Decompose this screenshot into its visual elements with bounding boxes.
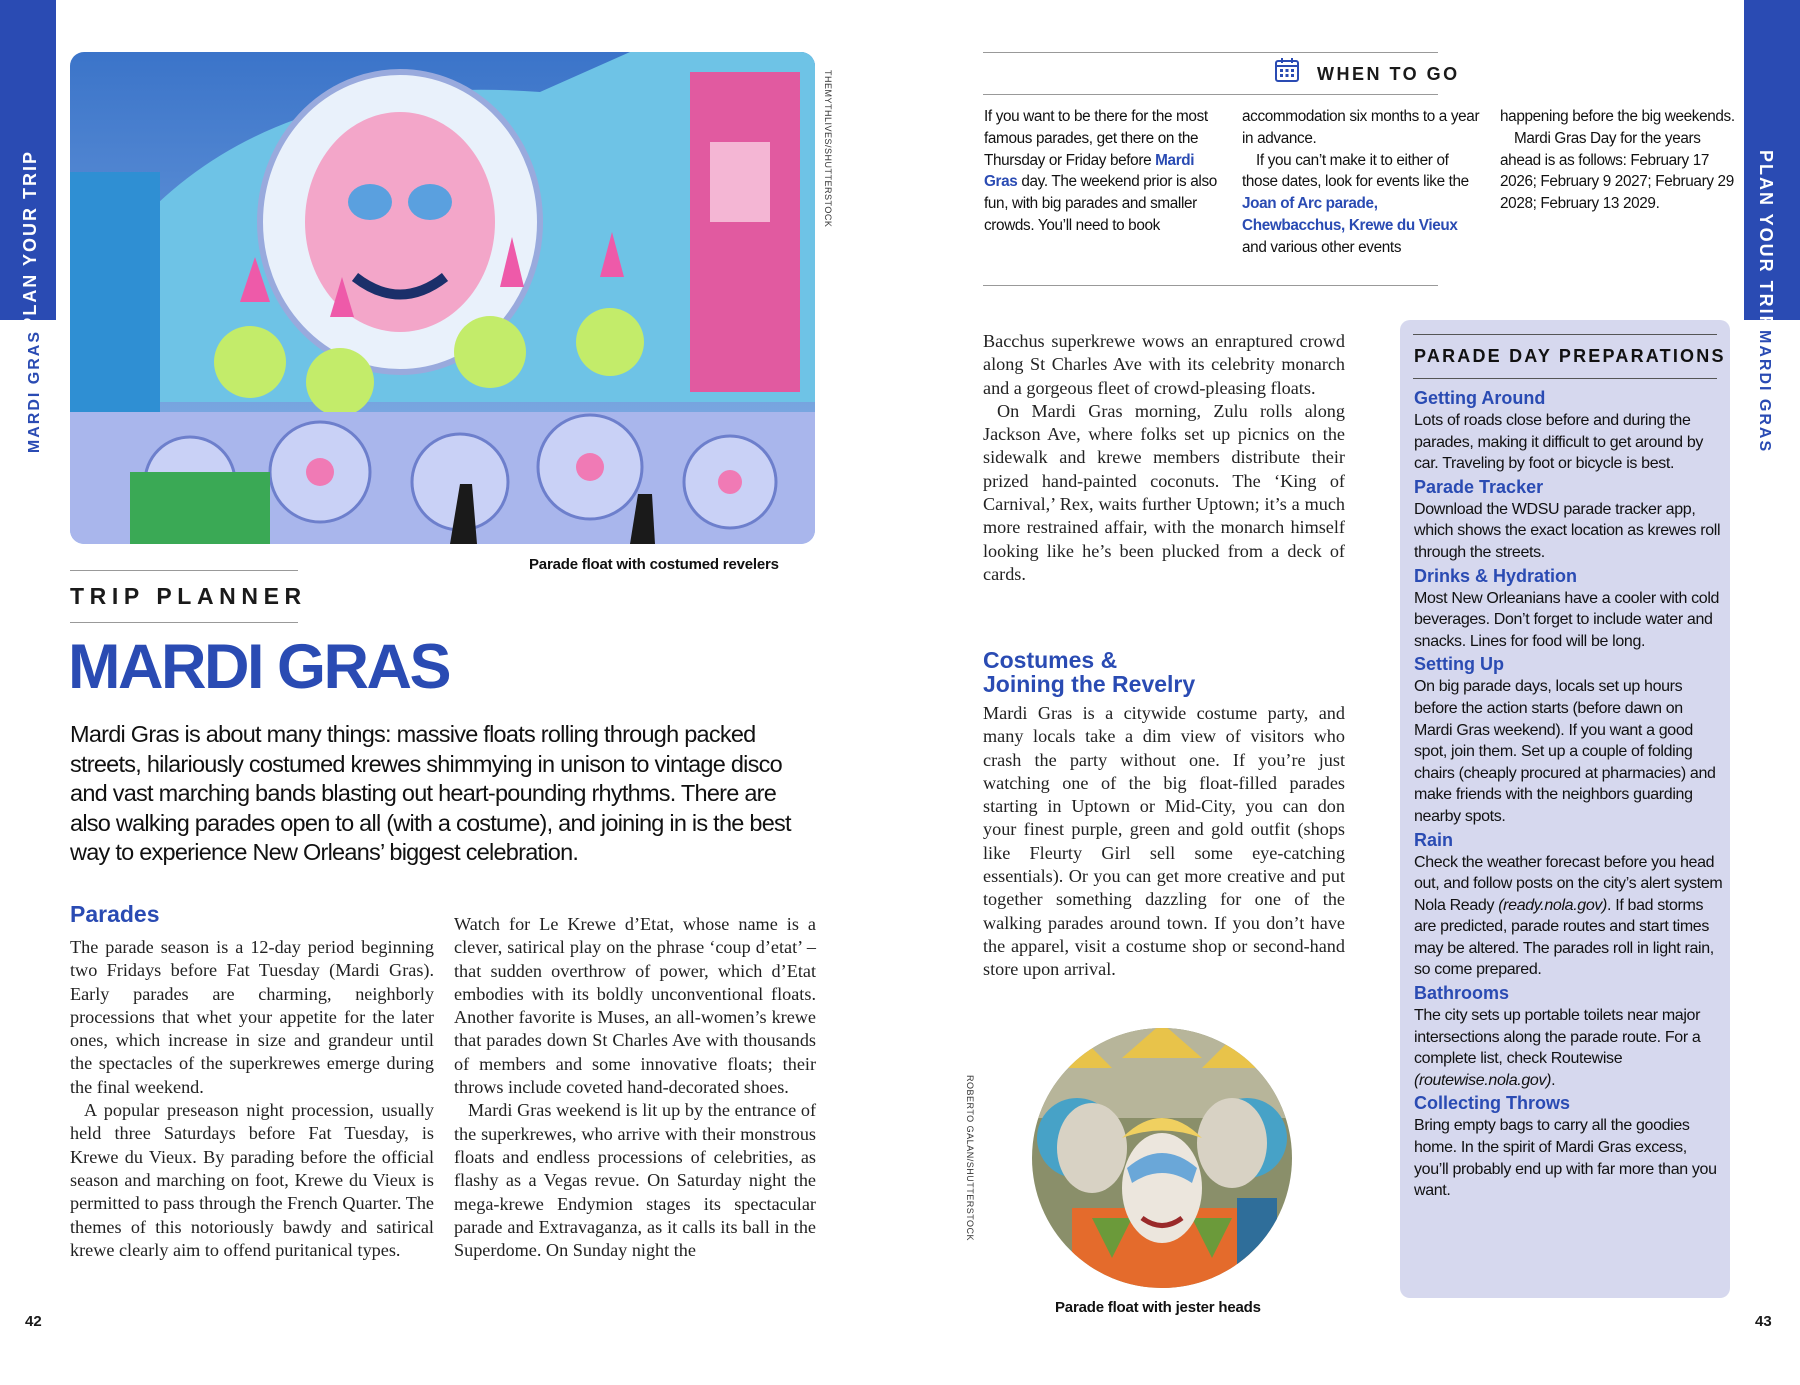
parade-float-photo [70,52,815,544]
sidebar-heading: PARADE DAY PREPARATIONS [1414,346,1726,366]
right-tab-mardi-gras: MARDI GRAS [1756,330,1773,454]
when-text: day. The weekend prior is also fun, with big parades and smaller crowds. You’ll need to book [984,173,1217,234]
sidebar-text: . [1551,1071,1556,1089]
sidebar-heading-collecting-throws: Collecting Throws [1414,1093,1571,1114]
col3-paragraph-3: Mardi Gras is a citywide costume party, and many locals take a dim view of visitors who crash the party without one. If you’re just watching one of the big float-filled parades starting in Uptown or Mid-City, you can don your finest purple, green and gold outfit (shops like Fleurty Girl sell some eye-catching essentials). Or you can get more creative and put together something dazzling for one of the walking parades around town. If you don’t have the apparel, visit a costume shop or second-hand store upon arrival. [983,703,1345,980]
left-tab-plan-your-trip: PLAN YOUR TRIP [20,150,40,330]
sidebar-text: . If bad storms are predicted, parade routes and start times may be altered. The parades roll in light rain, so come prepared. [1414,896,1714,979]
when-text: happening before the big weekends. [1500,108,1735,125]
sidebar-text: Check the weather forecast before you head out, and follow posts on the city’s alert system Nola Ready [1414,853,1723,914]
right-tab-plan-your-trip: PLAN YOUR TRIP [1756,150,1776,330]
sidebar-heading-getting-around: Getting Around [1414,388,1546,408]
col2-paragraph-2: Mardi Gras weekend is lit up by the entrance of the superkrewes, who arrive with their monstrous floats and endless processions of celebrities, as flashy as a Vegas revue. On Saturday night the mega-krewe Endymion stages its spectacular parade and Extravaganza, as it calls its ball in the Superdome. On Sunday night the [454,1100,816,1261]
when-text: accommodation six months to a year in advance. [1242,108,1480,147]
sidebar-text-setting-up: On big parade days, locals set up hours before the action starts (before dawn on Mardi Gras weekend). If you want a good spot, join them. Set up a couple of folding chairs (cheaply procured at pharmacies) and make friends with the neighbors guarding nearby spots. [1414,678,1716,825]
when-column-1 [984,106,1224,237]
col1-paragraph-2: A popular preseason night procession, usually held three Saturdays before Fat Tuesday, is Krewe du Vieux. By parading before the official season and marching on foot, Krewe du Vieux is permitted to pass through the French Quarter. The themes of this notoriously bawdy and satirical krewe clearly aim to offend puritanical types. [70,1100,434,1260]
when-link-joan-of-arc: Joan of Arc parade [1242,195,1374,213]
kicker-rule-bottom [70,622,298,623]
when-text: and various other events [1242,238,1402,256]
photo-caption-left: Parade float with costumed revelers [529,556,779,573]
when-link-separator: , [1341,216,1349,234]
left-column-1 [70,936,434,1262]
sidebar-text-rain [1414,852,1724,982]
photo-credit-left: THEMYTHLIVES/SHUTTERSTOCK [823,70,833,228]
sidebar-heading-drinks: Drinks & Hydration [1414,565,1578,586]
left-column-2 [454,913,816,1262]
sidebar-text-parade-tracker: Download the WDSU parade tracker app, which shows the exact location as krewes roll through the streets. [1414,500,1721,561]
sidebar-rule-top [1413,334,1717,335]
costumes-heading-line-2: Joining the Revelry [983,671,1196,697]
when-link-separator: , [1373,195,1378,213]
when-text: Mardi Gras Day for the years ahead is as follows: February 17 2026; February 9 2027; February 29 2028; February 13 2029. [1500,129,1734,213]
when-link-chewbacchus: Chewbacchus [1242,216,1342,234]
parades-heading: Parades [70,901,160,927]
sidebar-link-routewise: (routewise.nola.gov) [1414,1071,1552,1089]
costumes-heading-line-1: Costumes & [983,647,1118,673]
when-rule-top [983,52,1438,53]
col3-paragraph-1: Bacchus superkrewe wows an enraptured crowd along St Charles Ave with its celebrity monarch and a gorgeous fleet of crowd-pleasing floats. [983,331,1345,398]
parade-day-sidebar [1400,320,1730,1298]
right-column-1-top [983,330,1345,586]
when-rule-bottom [983,285,1438,286]
sidebar-heading-parade-tracker: Parade Tracker [1414,476,1544,497]
when-column-3 [1500,106,1740,215]
sidebar-text-bathrooms [1414,1005,1724,1091]
sidebar-heading-setting-up: Setting Up [1414,654,1504,675]
costumes-heading [983,648,1195,696]
right-column-1-bottom [983,702,1345,982]
when-link-mardi-gras: Mardi Gras [984,151,1195,191]
sidebar-text-collecting-throws: Bring empty bags to carry all the goodies home. In the spirit of Mardi Gras excess, you’ll probably end up with far more than you want. [1414,1117,1717,1200]
sidebar-heading-rain: Rain [1414,829,1454,850]
sidebar-text-drinks: Most New Orleanians have a cooler with cold beverages. Don’t forget to include water and snacks. Lines for food will be long. [1414,589,1720,650]
sidebar-heading-bathrooms: Bathrooms [1414,983,1510,1004]
trip-planner-kicker: TRIP PLANNER [70,583,307,609]
kicker-rule-top [70,570,298,571]
when-text: If you can’t make it to either of those dates, look for events like the [1242,151,1469,191]
when-column-2 [1242,106,1482,259]
sidebar-content [1414,386,1724,1202]
intro-paragraph: Mardi Gras is about many things: massive floats rolling through packed streets, hilariously costumed krewes shimmying in unison to vintage disco and vast marching bands blasting out heart-pounding rhythms. There are also walking parades open to all (with a costume), and joining in is the best way to experience New Orleans’ biggest celebration. [70,721,791,866]
sidebar-text: The city sets up portable toilets near major intersections along the parade route. For a complete list, check Routewise [1414,1007,1701,1068]
calendar-icon [1274,57,1300,83]
sidebar-link-nola-ready: (ready.nola.gov) [1498,896,1608,914]
sidebar-text-getting-around: Lots of roads close before and during the parades, making it difficult to get around by car. Traveling by foot or bicycle is best. [1414,412,1704,473]
col3-paragraph-2: On Mardi Gras morning, Zulu rolls along Jackson Ave, where folks set up picnics on the sidewalk and krewe members distribute their prized hand-painted coconuts. The ‘King of Carnival,’ Rex, waits further Uptown; it’s a much more restrained affair, with the monarch himself looking like he’s been plucked from a deck of cards. [983,400,1345,584]
sidebar-rule-bottom [1413,378,1717,379]
when-text: If you want to be there for the most famous parades, get there on the Thursday or Friday before [984,108,1208,169]
left-tab-mardi-gras: MARDI GRAS [26,330,43,454]
when-link-krewe-du-vieux: Krewe du Vieux [1348,216,1458,234]
jester-heads-photo [1032,1028,1292,1288]
when-to-go-heading: WHEN TO GO [1317,64,1460,84]
col2-paragraph-1: Watch for Le Krewe d’Etat, whose name is a clever, satirical play on the phrase ‘coup d’etat’ – that sudden overthrow of power, which d’Etat embodies with its boldly unconventional floats. Another favorite is Muses, an all-women’s krewe that parades down St Charles Ave with thousands of members and some innovative floats; their throws include coveted hand-decorated shoes. [454,914,816,1098]
page-number-left: 42 [25,1313,42,1330]
page-title: MARDI GRAS [68,632,449,702]
photo-credit-right: ROBERTO GALAN/SHUTTERSTOCK [965,1075,975,1242]
photo-caption-right: Parade float with jester heads [1055,1299,1261,1316]
col1-paragraph-1: The parade season is a 12-day period beginning two Fridays before Fat Tuesday (Mardi Gras). Early parades are charming, neighborly processions that whet your appetite for the later ones, which increase in size and grandeur until the spectacles of the superkrewes emerge during the final weekend. [70,937,434,1097]
page-number-right: 43 [1755,1313,1772,1330]
when-rule-mid [983,94,1438,95]
